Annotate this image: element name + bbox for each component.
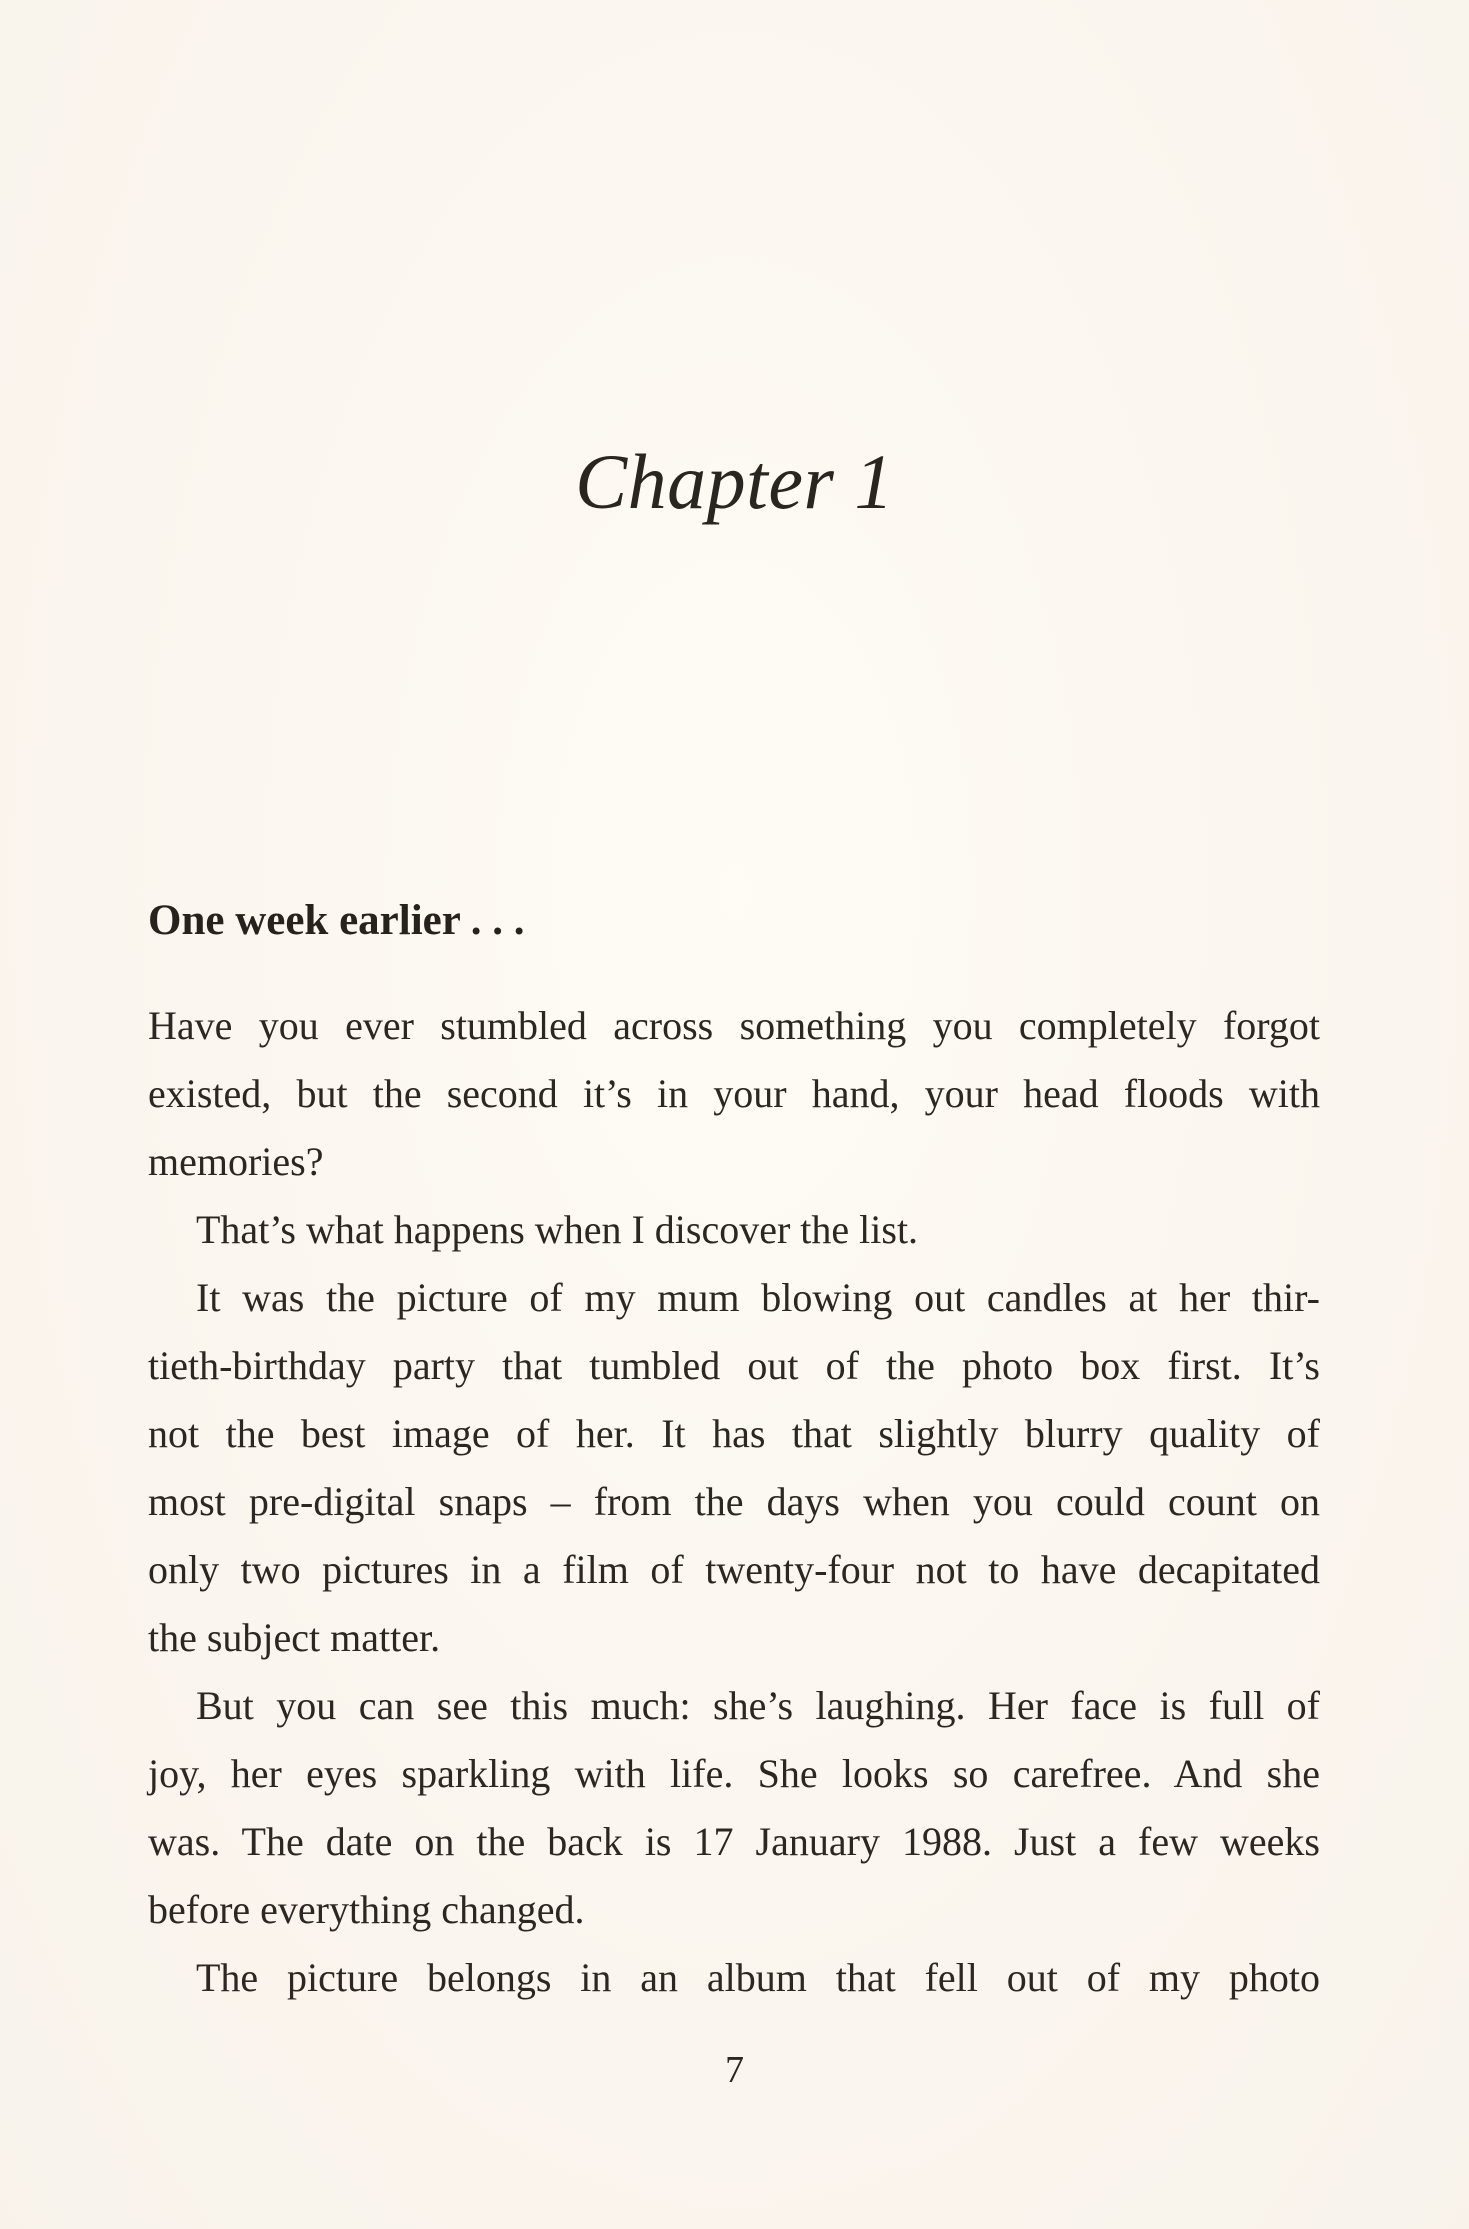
text-line: It was the picture of my mum blowing out candles at her thir-	[196, 1275, 1320, 1320]
text-line: the subject matter.	[148, 1615, 441, 1660]
text-line: tieth-birthday party that tumbled out of the photo box first. It’s	[148, 1343, 1320, 1388]
text-line: But you can see this much: she’s laughing. Her face is full of	[196, 1683, 1320, 1728]
text-line: memories?	[148, 1139, 324, 1184]
page-number: 7	[725, 2049, 744, 2091]
text-line: That’s what happens when I discover the list.	[196, 1207, 919, 1252]
text-line: only two pictures in a film of twenty-four not to have decapitated	[148, 1547, 1320, 1592]
text-line: joy, her eyes sparkling with life. She looks so carefree. And she	[148, 1751, 1320, 1796]
text-line: The picture belongs in an album that fell out of my photo	[196, 1955, 1320, 2000]
text-line: before everything changed.	[148, 1887, 585, 1932]
text-line: most pre-digital snaps – from the days when you could count on	[148, 1479, 1320, 1524]
section-heading: One week earlier . . .	[148, 897, 525, 944]
chapter-title: Chapter 1	[575, 438, 894, 525]
text-line: Have you ever stumbled across something you completely forgot	[148, 1003, 1320, 1048]
body-text	[148, 992, 1320, 2012]
text-line: existed, but the second it’s in your hand, your head floods with	[148, 1071, 1320, 1116]
text-line: was. The date on the back is 17 January 1988. Just a few weeks	[148, 1819, 1320, 1864]
text-line: not the best image of her. It has that slightly blurry quality of	[148, 1411, 1320, 1456]
